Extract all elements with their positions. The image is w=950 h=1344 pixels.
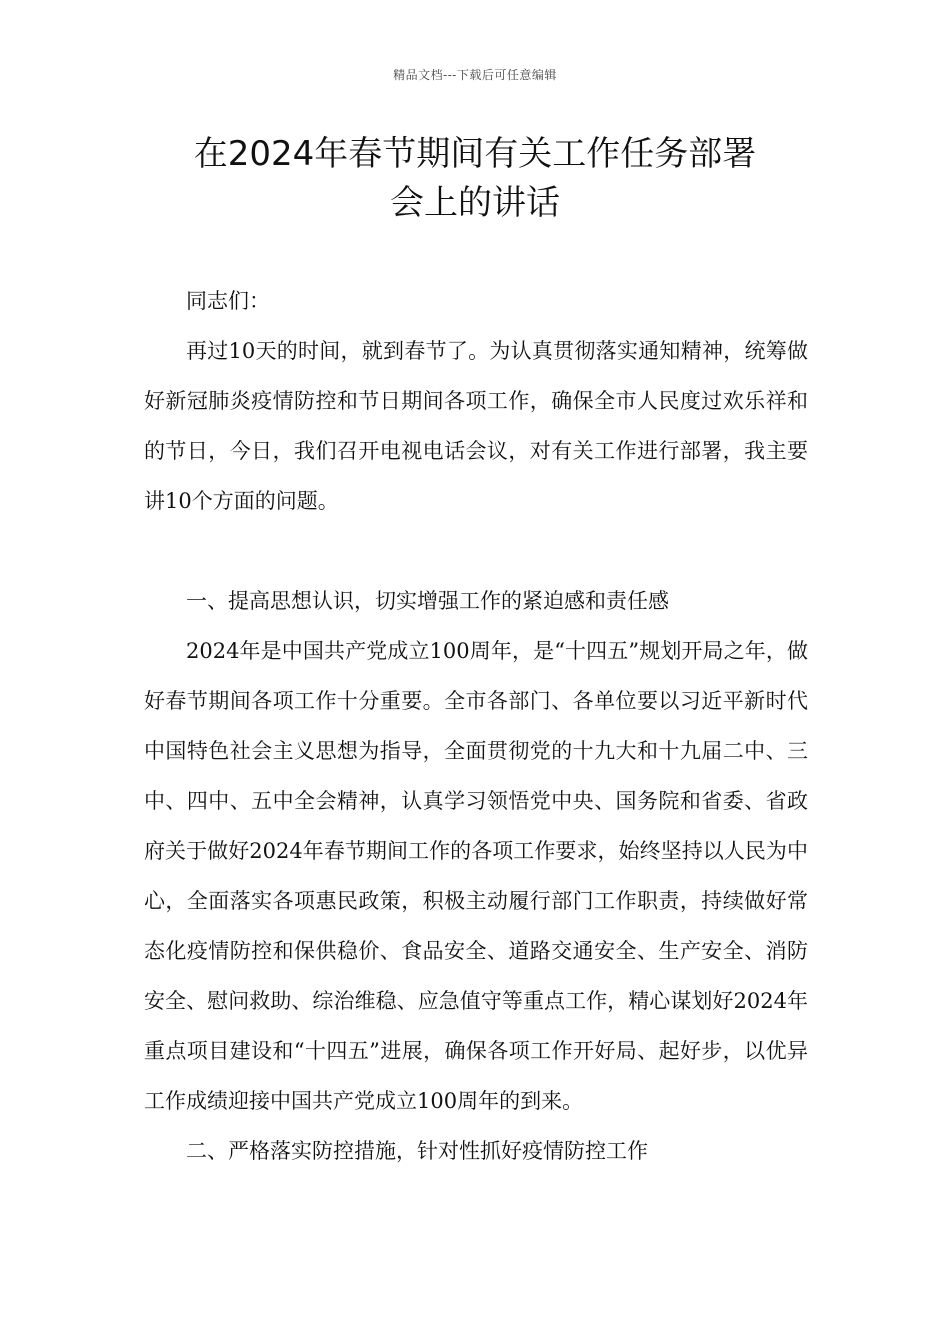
document-body: [144, 276, 808, 1176]
title-line-1: 在2024年春节期间有关工作任务部署: [193, 134, 757, 174]
salutation: 同志们：: [186, 289, 270, 313]
intro-paragraph: 再过10天的时间，就到春节了。为认真贯彻落实通知精神，统筹做好新冠肺炎疫情防控和节日期间各项工作，确保全市人民度过欢乐祥和的节日，今日，我们召开电视电话会议，对有关工作进行部署，我主要讲10个方面的问题。: [144, 339, 808, 513]
header-note: 精品文档---下载后可任意编辑: [393, 68, 557, 82]
paragraph-spacer: [144, 526, 808, 576]
document-title: [120, 130, 830, 228]
section-1-paragraph: 2024年是中国共产党成立100周年，是“十四五”规划开局之年，做好春节期间各项工作十分重要。全市各部门、各单位要以习近平新时代中国特色社会主义思想为指导，全面贯彻党的十九大和十九届二中、三中、四中、五中全会精神，认真学习领悟党中央、国务院和省委、省政府关于做好2024年春节期间工作的各项工作要求，始终坚持以人民为中心，全面落实各项惠民政策，积极主动履行部门工作职责，持续做好常态化疫情防控和保供稳价、食品安全、道路交通安全、生产安全、消防安全、慰问救助、综治维稳、应急值守等重点工作，精心谋划好2024年重点项目建设和“十四五”进展，确保各项工作开好局、起好步，以优异工作成绩迎接中国共产党成立100周年的到来。: [144, 639, 808, 1113]
section-2-heading: 二、严格落实防控措施，针对性抓好疫情防控工作: [186, 1139, 648, 1163]
section-1-heading: 一、提高思想认识，切实增强工作的紧迫感和责任感: [186, 589, 669, 613]
title-line-2: 会上的讲话: [390, 183, 560, 223]
